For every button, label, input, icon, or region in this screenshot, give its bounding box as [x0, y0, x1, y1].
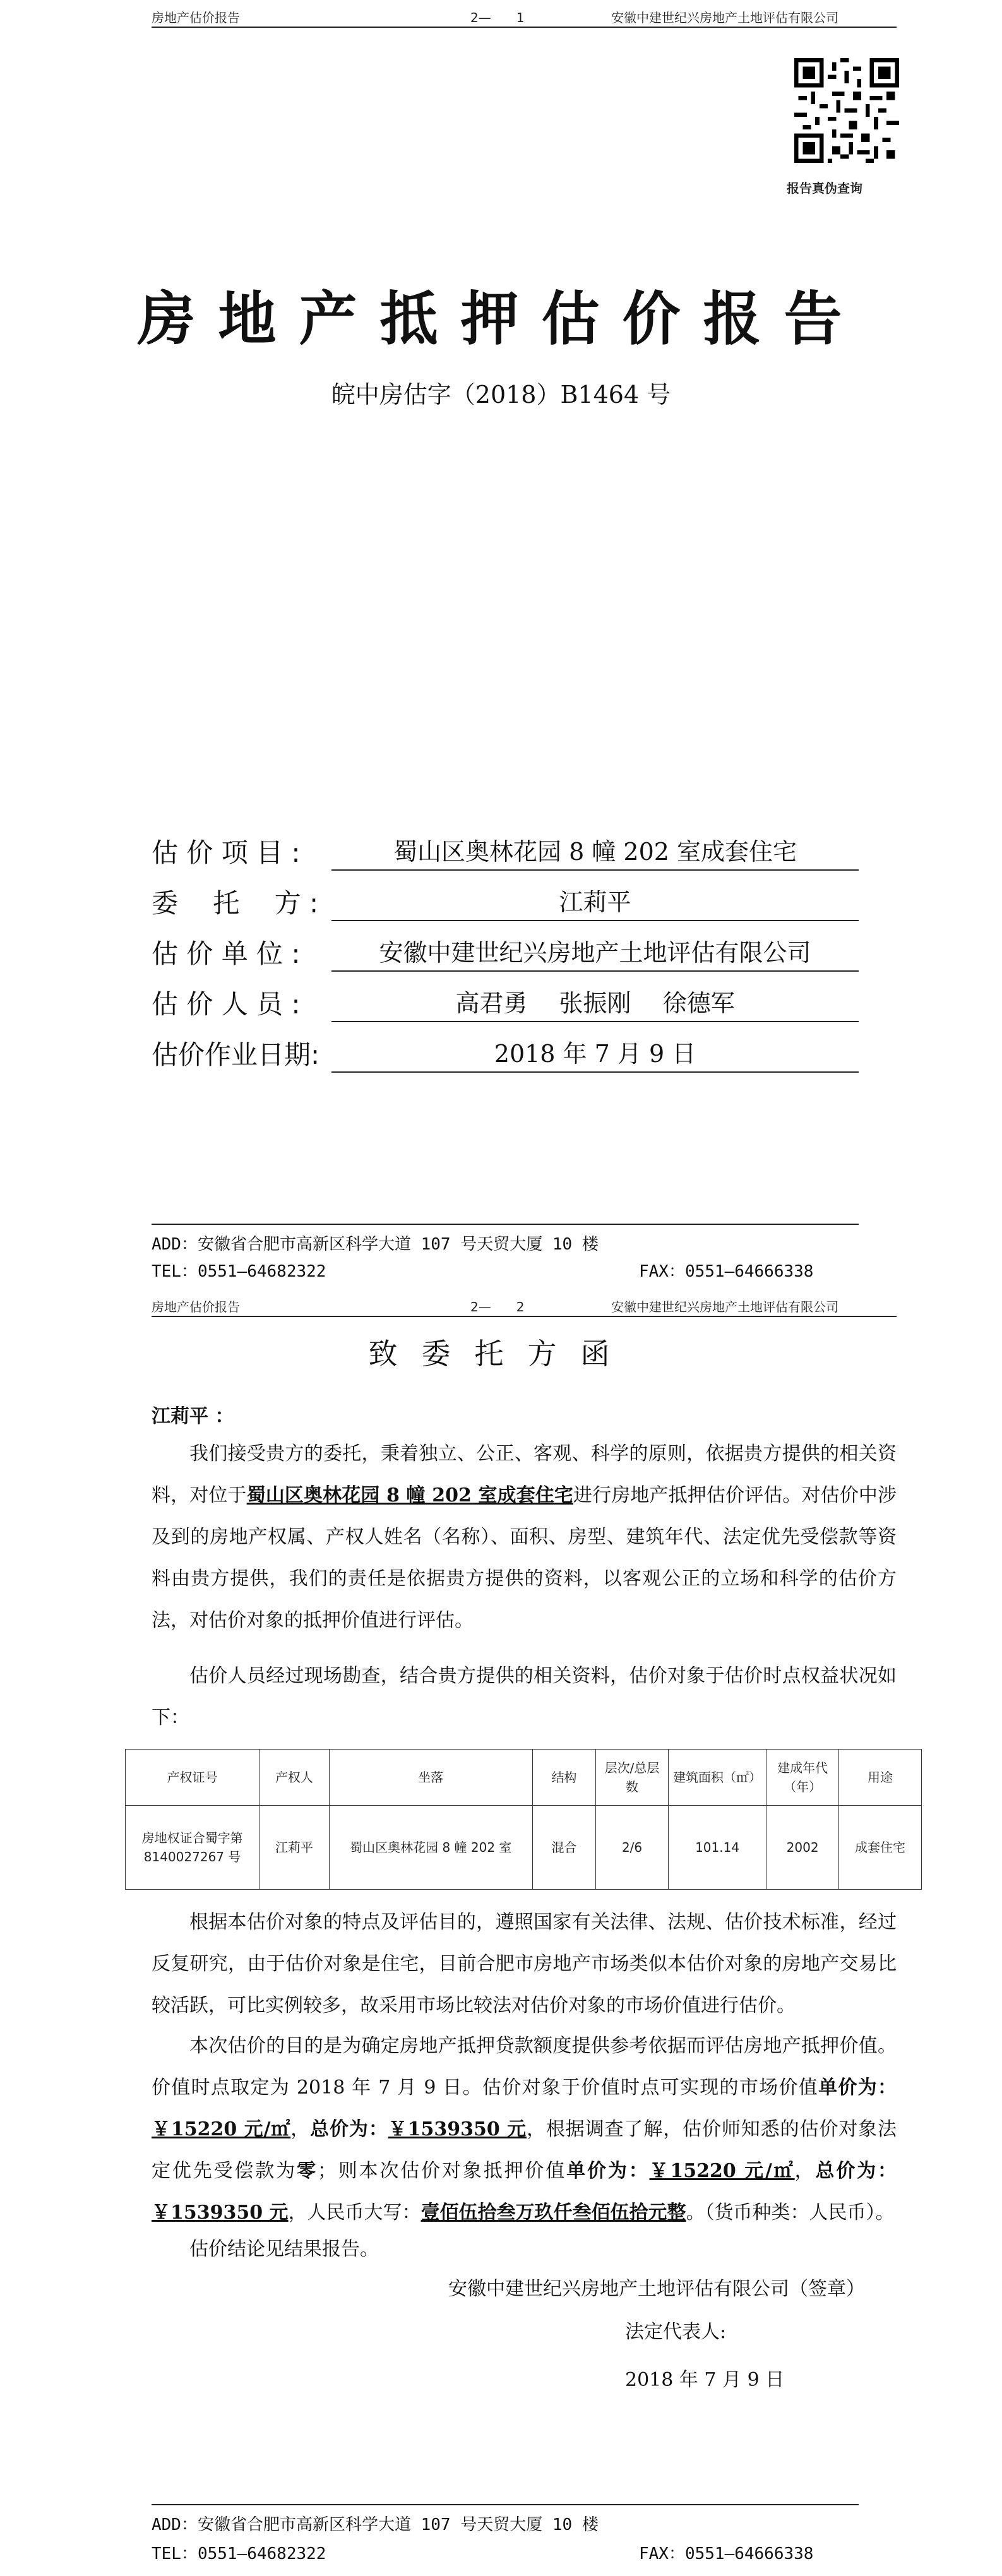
page1-footer-fax: FAX：0551—64666338 — [639, 1262, 814, 1281]
page1-footer-rule — [152, 1224, 859, 1225]
page2-footer-address: ADD：安徽省合肥市高新区科学大道 107 号天贸大厦 10 楼 — [152, 2515, 599, 2534]
qr-caption: 报告真伪查询 — [787, 181, 862, 196]
value-work-date: 2018 年 7 月 9 日 — [331, 1034, 859, 1073]
value-appraisers: 高君勇 张振刚 徐德军 — [331, 984, 859, 1022]
page1-header-page: 2— 1 — [470, 10, 525, 25]
cell-structure: 混合 — [532, 1806, 596, 1890]
cell-usage: 成套住宅 — [838, 1806, 921, 1890]
mortgage-unit-price: ￥15220 元/㎡ — [649, 2160, 795, 2182]
page2-header-page: 2— 2 — [470, 1299, 525, 1315]
report-number: 皖中房估字（2018）B1464 号 — [331, 381, 671, 408]
cell-year: 2002 — [766, 1806, 839, 1890]
page2-header-company: 安徽中建世纪兴房地产土地评估有限公司 — [611, 1299, 838, 1315]
th-area: 建筑面积（㎡） — [668, 1750, 766, 1806]
paragraph-status: 估价人员经过现场勘查，结合贵方提供的相关资料，估价对象于估价时点权益状况如下： — [152, 1665, 897, 1729]
value-client: 江莉平 — [331, 883, 859, 921]
paragraph-method: 根据本估价对象的特点及评估目的，遵照国家有关法律、法规、估价技术标准，经过反复研究，由于估价对象是住宅，目前合肥市房地产市场类似本估价对象的房地产交易比较活跃，可比实例较多，故采用市场比较法对估价对象的市场价值进行估价。 — [152, 1911, 897, 2017]
value-appraiser-company: 安徽中建世纪兴房地产土地评估有限公司 — [331, 933, 859, 972]
salutation: 江莉平 ： — [152, 1405, 234, 1428]
label-appraiser-company: 估 价 单 位 : — [152, 938, 301, 969]
qr-code[interactable] — [794, 58, 899, 163]
report-title: 房地产抵押估价报告 — [137, 285, 865, 353]
page1-footer-tel: TEL：0551—64682322 — [152, 1262, 326, 1281]
value-project: 蜀山区奥林花园 8 幢 202 室成套住宅 — [331, 832, 859, 871]
th-owner: 产权人 — [259, 1750, 330, 1806]
page1-header-rule — [152, 27, 897, 28]
table-row — [126, 1806, 922, 1890]
property-table — [125, 1749, 922, 1890]
label-work-date: 估价作业日期: — [152, 1039, 320, 1070]
th-location: 坐落 — [329, 1750, 532, 1806]
mortgage-total-price: ￥1539350 元 — [152, 2202, 289, 2224]
th-floor: 层次/总层数 — [596, 1750, 669, 1806]
label-appraisers: 估 价 人 员 : — [152, 989, 301, 1020]
th-structure: 结构 — [532, 1750, 596, 1806]
company-seal: 安徽中建世纪兴房地产土地评估有限公司（签章） — [448, 2278, 865, 2300]
th-certificate: 产权证号 — [126, 1750, 259, 1806]
market-total-price: ￥1539350 元 — [388, 2118, 527, 2140]
amount-in-words: 壹佰伍拾叁万玖仟叁佰伍拾元整 — [420, 2202, 686, 2224]
page1-header-company: 安徽中建世纪兴房地产土地评估有限公司 — [611, 10, 838, 25]
cell-floor: 2/6 — [596, 1806, 669, 1890]
label-client: 委 托 方 : — [152, 888, 319, 919]
label-project: 估 价 项 目 : — [152, 837, 301, 868]
property-address: 蜀山区奥林花园 8 幢 202 室成套住宅 — [246, 1484, 574, 1506]
table-header-row — [126, 1750, 922, 1806]
page2-footer-rule — [152, 2504, 859, 2505]
th-year: 建成年代（年） — [766, 1750, 839, 1806]
page2-footer-tel: TEL：0551—64682322 — [152, 2544, 326, 2563]
market-unit-price: ￥15220 元/㎡ — [152, 2118, 291, 2140]
paragraph-conclusion: 估价结论见结果报告。 — [189, 2238, 379, 2260]
page2-footer-fax: FAX：0551—64666338 — [639, 2544, 814, 2563]
page1-header-left: 房地产估价报告 — [152, 10, 240, 25]
page2-header-rule — [152, 1316, 897, 1317]
th-usage: 用途 — [838, 1750, 921, 1806]
paragraph-valuation: 本次估价的目的是为确定房地产抵押贷款额度提供参考依据而评估房地产抵押价值。价值时点取定为 2018 年 7 月 9 日。估价对象于价值时点可实现的市场价值单价为：￥15220 元/㎡，总价为：￥1539350 元，根据调查了解，估价师知悉的估价对象法定优先受偿款为零；则本次估价对象抵押价值单价为：￥15220 元/㎡，总价为：￥1539350 元，人民币大写：壹佰伍拾叁万玖仟叁佰伍拾元整。（货币种类：人民币）。 — [152, 2035, 897, 2224]
signature-date: 2018 年 7 月 9 日 — [625, 2369, 785, 2391]
cell-location: 蜀山区奥林花园 8 幢 202 室 — [329, 1806, 532, 1890]
page1-footer-address: ADD：安徽省合肥市高新区科学大道 107 号天贸大厦 10 楼 — [152, 1235, 599, 1254]
cell-owner: 江莉平 — [259, 1806, 330, 1890]
cell-certificate: 房地权证合蜀字第8140027267 号 — [126, 1806, 259, 1890]
cell-area: 101.14 — [668, 1806, 766, 1890]
letter-title: 致委托方函 — [368, 1337, 634, 1371]
page2-header-left: 房地产估价报告 — [152, 1299, 240, 1315]
paragraph-intro: 我们接受贵方的委托，秉着独立、公正、客观、科学的原则，依据贵方提供的相关资料，对位于蜀山区奥林花园 8 幢 202 室成套住宅进行房地产抵押估价评估。对估价中涉及到的房地产权属、产权人姓名（名称）、面积、房型、建筑年代、法定优先受偿款等资料由贵方提供，我们的责任是依据贵方提供的资料，以客观公正的立场和科学的估价方法，对估价对象的抵押价值进行评估。 — [152, 1443, 897, 1631]
legal-representative: 法定代表人: — [625, 2321, 727, 2343]
